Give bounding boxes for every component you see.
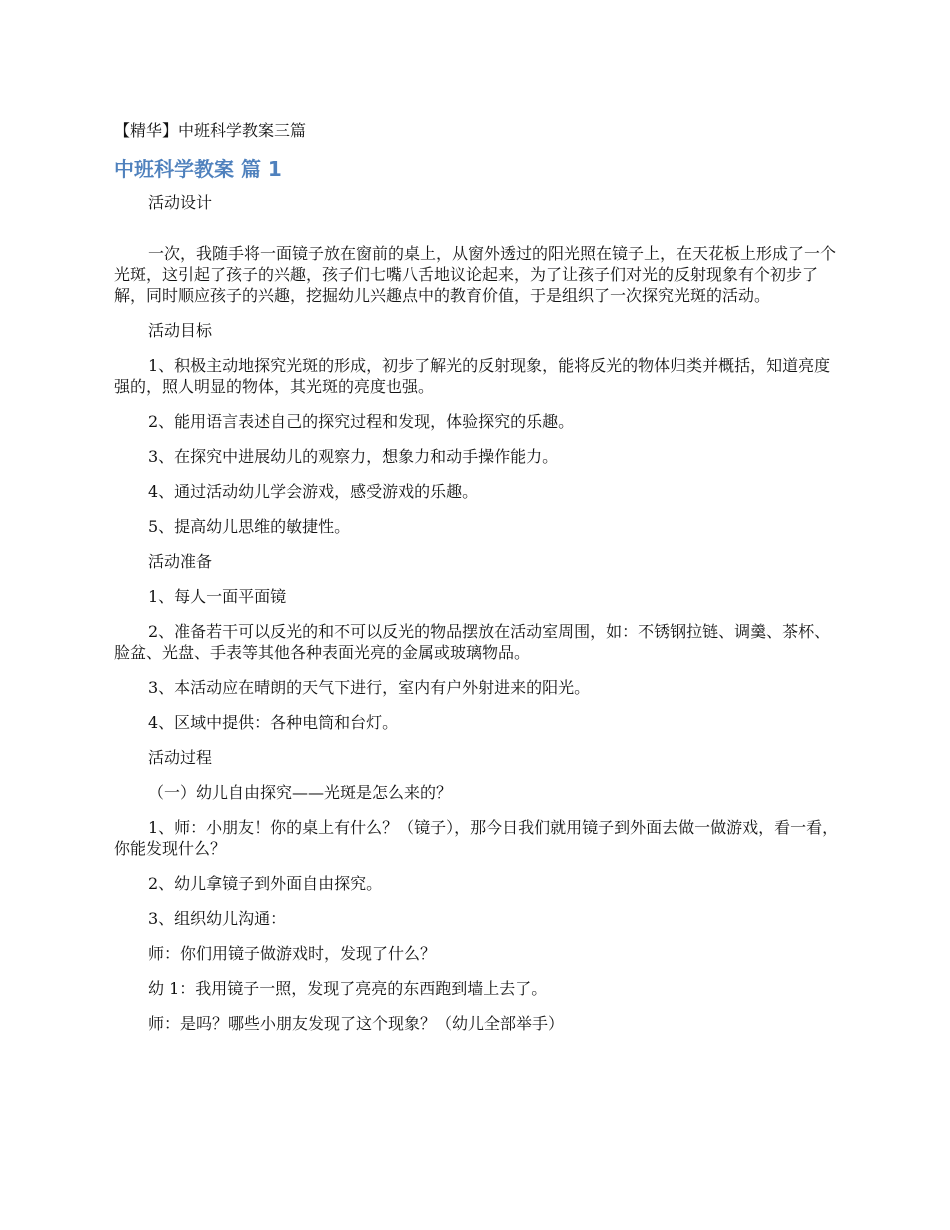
paragraph-goals-heading: 活动目标 (148, 321, 213, 340)
paragraph-process-part-1: （一）幼儿自由探究——光斑是怎么来的？ (148, 783, 453, 802)
paragraph-intro: 一次，我随手将一面镜子放在窗前的桌上，从窗外透过的阳光照在镜子上，在天花板上形成了一个光斑，这引起了孩子的兴趣，孩子们七嘴八舌地议论起来，为了让孩子们对光的反射现象有个初步了解，同时顺应孩子的兴趣，挖掘幼儿兴趣点中的教育价值，于是组织了一次探究光斑的活动。 (114, 244, 837, 305)
paragraph-dialogue-teacher-2: 师：是吗？哪些小朋友发现了这个现象？（幼儿全部举手） (148, 1014, 565, 1033)
paragraph-goal-2: 2、能用语言表述自己的探究过程和发现，体验探究的乐趣。 (148, 412, 575, 431)
paragraph-process-step-3: 3、组织幼儿沟通： (148, 909, 287, 928)
paragraph-process-step-1: 1、师：小朋友！你的桌上有什么？（镜子），那今日我们就用镜子到外面去做一做游戏，看一看，你能发现什么？ (114, 818, 839, 858)
paragraph-goal-3: 3、在探究中进展幼儿的观察力，想象力和动手操作能力。 (148, 447, 559, 466)
paragraph-prep-4: 4、区域中提供：各种电筒和台灯。 (148, 713, 399, 732)
paragraph-prep-3: 3、本活动应在晴朗的天气下进行，室内有户外射进来的阳光。 (148, 678, 591, 697)
paragraph-dialogue-child-1: 幼 1：我用镜子一照，发现了亮亮的东西跑到墙上去了。 (148, 979, 548, 998)
paragraph-prep-2: 2、准备若干可以反光的和不可以反光的物品摆放在活动室周围，如：不锈钢拉链、调羹、茶杯、脸盆、光盘、手表等其他各种表面光亮的金属或玻璃物品。 (114, 622, 831, 662)
paragraph-goal-5: 5、提高幼儿思维的敏捷性。 (148, 517, 351, 536)
paragraph-process-heading: 活动过程 (148, 748, 213, 767)
paragraph-prep-heading: 活动准备 (148, 552, 213, 571)
paragraph-process-step-2: 2、幼儿拿镜子到外面自由探究。 (148, 874, 383, 893)
paragraph-goal-1: 1、积极主动地探究光斑的形成，初步了解光的反射现象，能将反光的物体归类并概括，知道亮度强的，照人明显的物体，其光斑的亮度也强。 (114, 356, 831, 396)
paragraph-activity-design: 活动设计 (148, 193, 213, 212)
paragraph-goal-4: 4、通过活动幼儿学会游戏，感受游戏的乐趣。 (148, 482, 479, 501)
section-heading: 中班科学教案 篇 1 (114, 157, 282, 181)
paragraph-dialogue-teacher-1: 师：你们用镜子做游戏时，发现了什么？ (148, 944, 437, 963)
document-title: 【精华】中班科学教案三篇 (114, 121, 307, 140)
document-page (114, 120, 840, 1048)
paragraph-prep-1: 1、每人一面平面镜 (148, 587, 287, 606)
